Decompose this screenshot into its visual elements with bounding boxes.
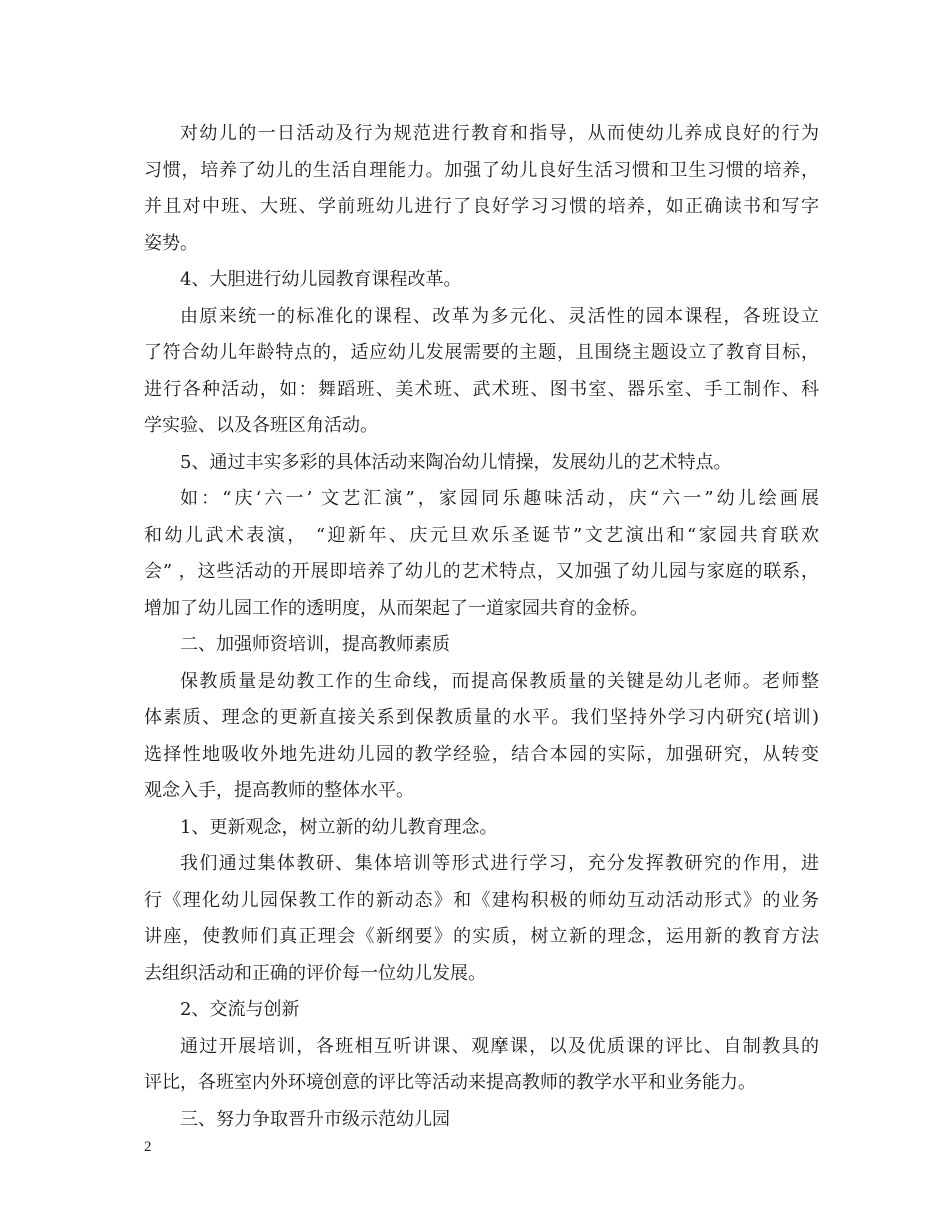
- text-line: 如：“庆‘六一’ 文艺汇演”，家园同乐趣味活动，庆“六一”幼儿绘画展: [180, 488, 819, 509]
- page-number: 2: [144, 1139, 152, 1155]
- text-line: 习惯，培养了幼儿的生活自理能力。加强了幼儿良好生活习惯和卫生习惯的培养，: [144, 159, 819, 181]
- text-line: 通过开展培训，各班相互听讲课、观摩课，以及优质课的评比、自制教具的: [180, 1035, 819, 1057]
- text-line: 姿势。: [144, 232, 198, 254]
- text-line: 二、加强师资培训，提高教师素质: [180, 634, 450, 655]
- text-line: 和幼儿武术表演， “迎新年、庆元旦欢乐圣诞节”文艺演出和“家园共育联欢: [144, 524, 819, 546]
- text-line: 了符合幼儿年龄特点的，适应幼儿发展需要的主题，且围绕主题设立了教育目标，: [144, 342, 819, 363]
- text-line: 评比，各班室内外环境创意的评比等活动来提高教师的教学水平和业务能力。: [144, 1072, 756, 1093]
- text-line: 对幼儿的一日活动及行为规范进行教育和指导，从而使幼儿养成良好的行为: [180, 123, 819, 144]
- text-line: 行《理化幼儿园保教工作的新动态》和《建构积极的师幼互动活动形式》的业务: [144, 889, 819, 911]
- text-line: 2、交流与创新: [180, 999, 300, 1020]
- text-line: 我们通过集体教研、集体培训等形式进行学习，充分发挥教研究的作用，进: [180, 853, 819, 874]
- text-line: 讲座，使教师们真正理会《新纲要》的实质，树立新的理念，运用新的教育方法: [144, 926, 819, 947]
- text-line: 5、通过丰实多彩的具体活动来陶冶幼儿情操，发展幼儿的艺术特点。: [180, 451, 732, 473]
- text-line: 会” ，这些活动的开展即培养了幼儿的艺术特点，又加强了幼儿园与家庭的联系，: [144, 561, 819, 582]
- text-line: 三、努力争取晋升市级示范幼儿园: [180, 1108, 450, 1130]
- text-line: 保教质量是幼教工作的生命线，而提高保教质量的关键是幼儿老师。老师整: [180, 670, 819, 692]
- text-line: 观念入手，提高教师的整体水平。: [144, 780, 414, 801]
- text-line: 增加了幼儿园工作的透明度，从而架起了一道家园共育的金桥。: [144, 597, 648, 619]
- body-text: [144, 116, 819, 1138]
- text-line: 选择性地吸收外地先进幼儿园的教学经验，结合本园的实际，加强研究，从转变: [144, 743, 819, 765]
- text-line: 学实验、以及各班区角活动。: [144, 415, 378, 436]
- text-line: 1、更新观念，树立新的幼儿教育理念。: [180, 816, 498, 838]
- text-line: 并且对中班、大班、学前班幼儿进行了良好学习习惯的培养，如正确读书和写字: [144, 196, 819, 217]
- text-line: 由原来统一的标准化的课程、改革为多元化、灵活性的园本课程，各班设立: [180, 305, 819, 327]
- text-line: 去组织活动和正确的评价每一位幼儿发展。: [144, 962, 486, 984]
- text-line: 进行各种活动，如：舞蹈班、美术班、武术班、图书室、器乐室、手工制作、科: [144, 378, 819, 400]
- text-line: 4、大胆进行幼儿园教育课程改革。: [180, 269, 462, 290]
- text-line: 体素质、理念的更新直接关系到保教质量的水平。我们坚持外学习内研究(培训): [144, 707, 819, 728]
